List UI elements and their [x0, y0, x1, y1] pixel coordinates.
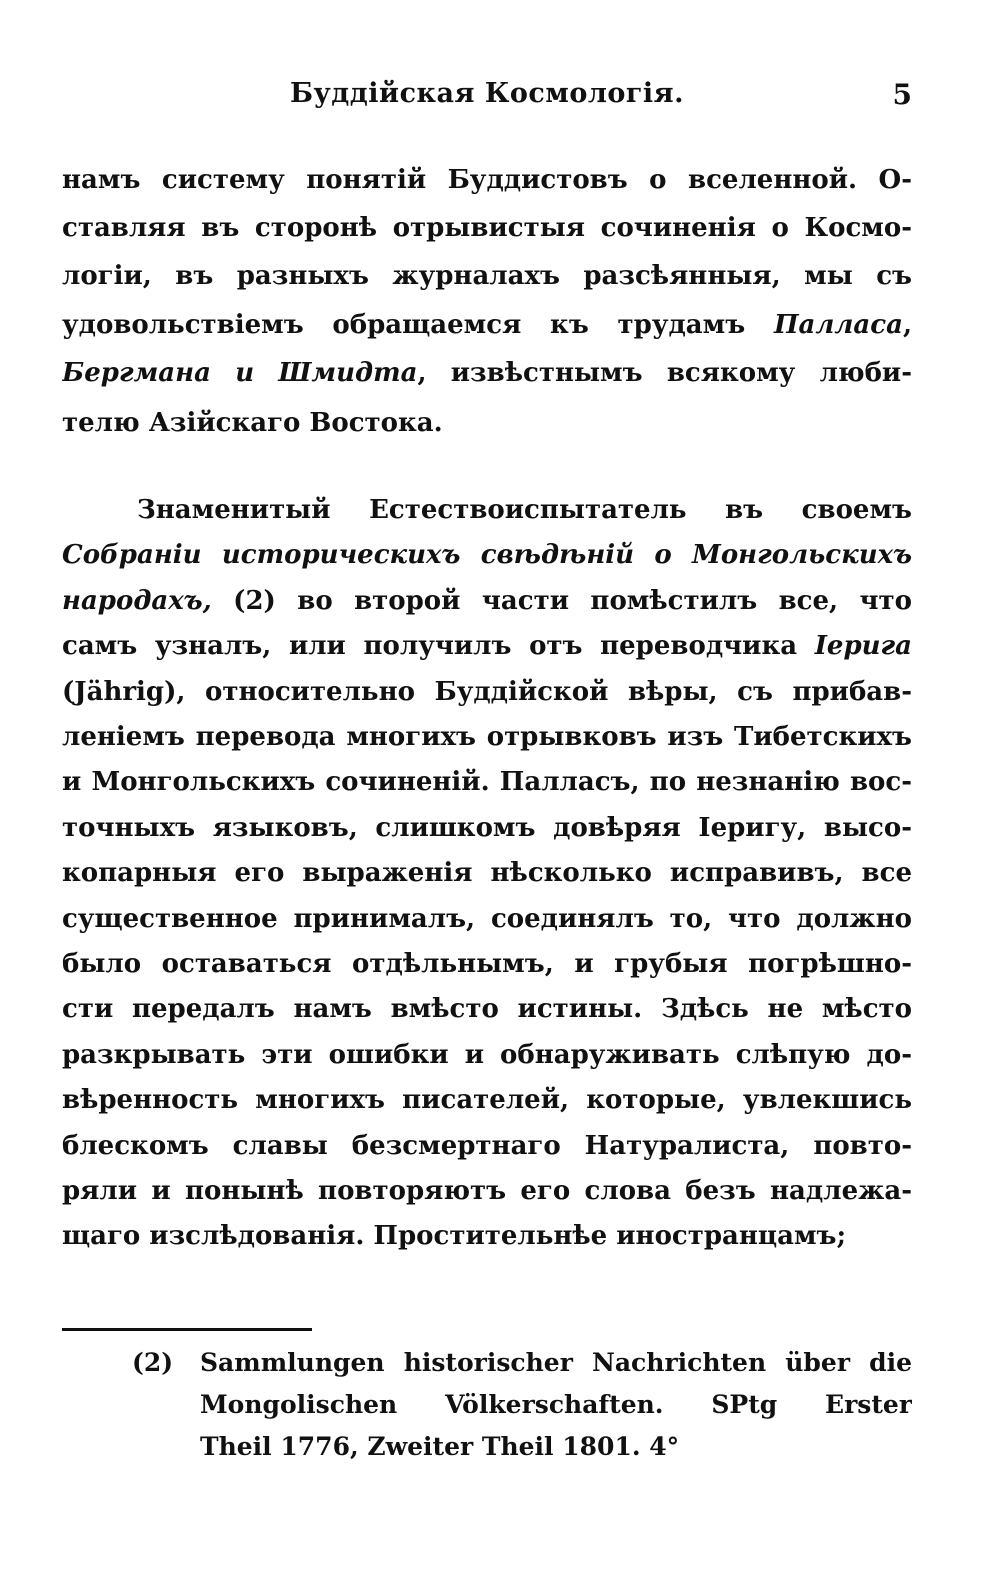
text-line: точныхъ языковъ, слишкомъ довѣряя Іеригу, высо-: [62, 813, 912, 843]
text-line: блескомъ славы безсмертнаго Натуралиста, повто-: [62, 1131, 912, 1161]
footnote-rule: [62, 1328, 312, 1331]
text-line: логіи, въ разныхъ журналахъ разсѣянныя, мы съ: [62, 261, 912, 291]
running-head: Буддійская Космологія.: [289, 78, 685, 109]
page-header: [62, 70, 912, 120]
text-line: сти передалъ намъ вмѣсто истины. Здѣсь не мѣсто: [62, 994, 912, 1024]
text-line: леніемъ перевода многихъ отрывковъ изъ Тибетскихъ: [62, 722, 912, 752]
text-line: существенное принималъ, соединялъ то, что должно: [62, 904, 912, 934]
text-line: было оставаться отдѣльнымъ, и грубыя погрѣшно-: [62, 949, 912, 979]
text-line: Бергмана и Шмидта, извѣстнымъ всякому люби-: [62, 358, 912, 388]
text-line: удовольствіемъ обращаемся къ трудамъ Палласа,: [62, 310, 912, 340]
text-line: телю Азійскаго Востока.: [62, 408, 443, 438]
text-line: самъ узналъ, или получилъ отъ переводчика Іерига: [62, 631, 912, 661]
text-line: намъ систему понятій Буддистовъ о вселенной. О-: [62, 165, 912, 195]
text-line: Собраніи историческихъ свѣдѣній о Монгольскихъ: [62, 540, 912, 570]
text-line: ставляя въ сторонѣ отрывистыя сочиненія о Космо-: [62, 213, 912, 243]
text-line: ряли и понынѣ повторяютъ его слова безъ надлежа-: [62, 1176, 912, 1206]
text-line: щаго изслѣдованія. Простительнѣе иностранцамъ;: [62, 1221, 847, 1251]
footnote-line: Sammlungen historischer Nachrichten über die: [200, 1348, 912, 1377]
footnote-mark: (2): [132, 1348, 174, 1377]
text-line: Знаменитый Естествоиспытатель въ своемъ: [137, 495, 912, 525]
text-line: вѣренность многихъ писателей, которые, увлекшись: [62, 1085, 912, 1115]
text-line: (Jährig), относительно Буддійской вѣры, съ прибав-: [62, 677, 912, 707]
text-line: копарныя его выраженія нѣсколько исправивъ, все: [62, 858, 912, 888]
page-number: 5: [892, 78, 912, 111]
footnote-line: Mongolischen Völkerschaften. SPtg Erster: [200, 1390, 912, 1419]
text-line: народахъ, (2) во второй части помѣстилъ все, что: [62, 586, 912, 616]
footnote-line: Theil 1776, Zweiter Theil 1801. 4°: [200, 1432, 680, 1461]
text-line: и Монгольскихъ сочиненій. Палласъ, по незнанію вос-: [62, 767, 912, 797]
text-line: разкрывать эти ошибки и обнаруживать слѣпую до-: [62, 1040, 912, 1070]
